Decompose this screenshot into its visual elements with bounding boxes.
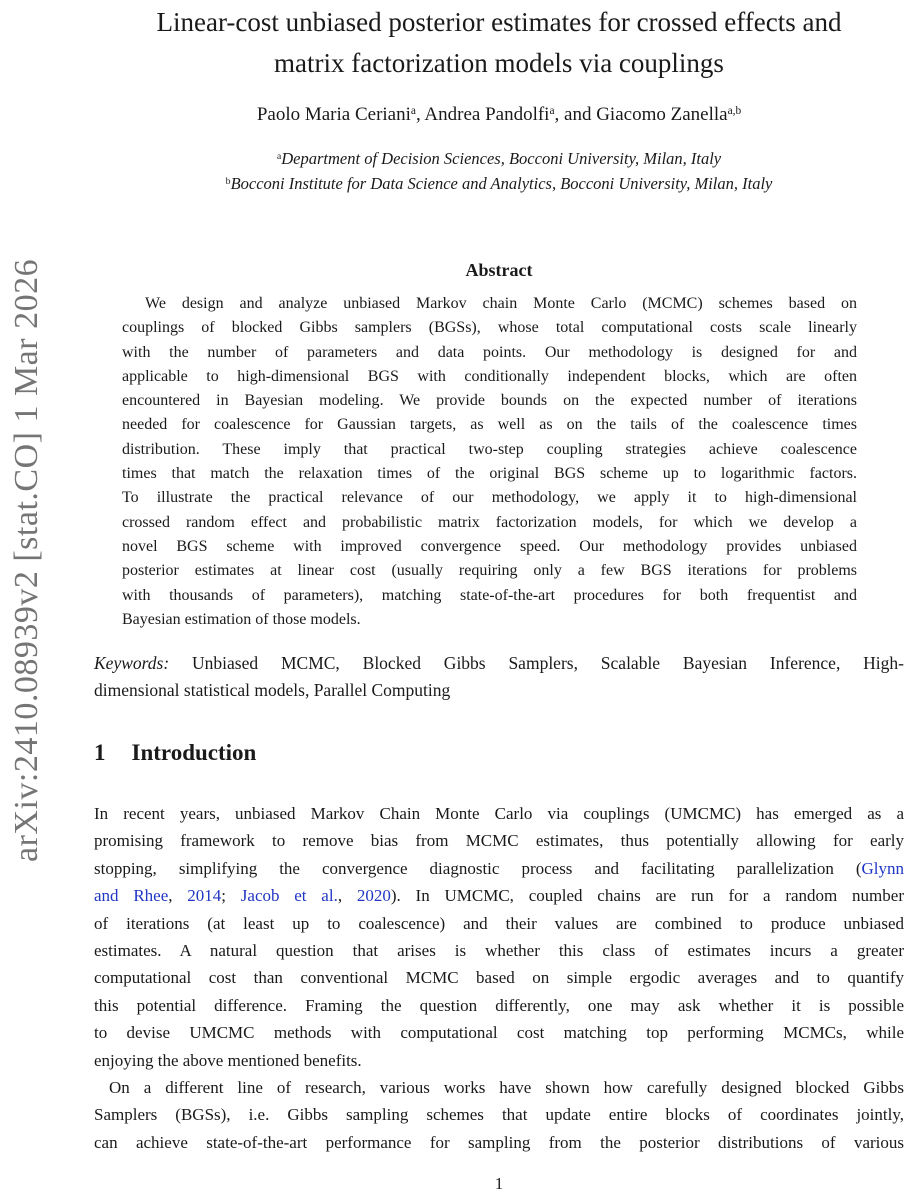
text-line: promising framework to remove bias from MCMC estimates, thus potentially allowing for early xyxy=(94,831,904,851)
section-title: Introduction xyxy=(131,740,257,765)
text-line: crossed random effect and probabilistic matrix factorization models, for which we develop a xyxy=(122,513,857,531)
text-line: computational cost than conventional MCMC based on simple ergodic averages and to quantify xyxy=(94,968,904,988)
text-line: this potential difference. Framing the question differently, one may ask whether it is possible xyxy=(94,995,904,1015)
keywords xyxy=(94,650,904,703)
paper-title xyxy=(94,2,904,84)
citation-link[interactable]: 2014 xyxy=(187,886,222,906)
emphasis-text: Bocconi Institute for Data Science and Analytics, Bocconi University, Milan, Italy xyxy=(230,174,773,193)
intro-paragraph-1 xyxy=(94,800,904,1074)
text-line: Bayesian estimation of those models. xyxy=(122,610,361,628)
intro-paragraph-2 xyxy=(94,1074,904,1156)
text-line: Linear-cost unbiased posterior estimates for crossed effects and xyxy=(156,7,842,37)
citation-link[interactable]: Jacob et al. xyxy=(240,886,338,906)
text-line: and Rhee, 2014; Jacob et al., 2020). In UMCMC, coupled chains are run for a random number xyxy=(94,886,904,906)
text-line: To illustrate the practical relevance of our methodology, we apply it to high-dimensional xyxy=(122,489,857,507)
text-line: matrix factorization models via couplings xyxy=(274,48,724,78)
emphasis-text: Department of Decision Sciences, Bocconi University, Milan, Italy xyxy=(281,149,722,168)
text-line: needed for coalescence for Gaussian targets, as well as on the tails of the coalescence times xyxy=(122,416,857,434)
text-line: posterior estimates at linear cost (usually requiring only a few BGS iterations for problems xyxy=(122,562,857,580)
text-line xyxy=(94,146,904,171)
text-line: applicable to high-dimensional BGS with conditionally independent blocks, which are often xyxy=(122,367,857,385)
text-line: Paolo Maria Ceriani$^a$, Andrea Pandolfi$^a$, and Giacomo Zanella$^{a,b}$ xyxy=(256,104,742,125)
text-line: encountered in Bayesian modeling. We provide bounds on the expected number of iterations xyxy=(122,392,857,410)
text-line: novel BGS scheme with improved convergence speed. Our methodology provides unbiased xyxy=(122,537,857,555)
section-number: 1 xyxy=(94,740,106,765)
text-line: of iterations (at least up to coalescence) and their values are combined to produce unbiased xyxy=(94,913,904,933)
abstract-body xyxy=(122,292,857,632)
arxiv-watermark: arXiv:2410.08939v2 [stat.CO] 1 Mar 2026 xyxy=(8,258,45,862)
text-line: dimensional statistical models, Parallel Computing xyxy=(94,679,451,700)
text-line: estimates. A natural question that arises is whether this class of estimates incurs a greater xyxy=(94,941,904,961)
superscript: a xyxy=(410,105,416,118)
citation-link[interactable]: and Rhee xyxy=(94,886,169,906)
text-line xyxy=(94,171,904,196)
page-number: 1 xyxy=(494,1174,504,1193)
text-line: On a different line of research, various works have shown how carefully designed blocked Gibbs xyxy=(109,1078,904,1097)
text-line: enjoying the above mentioned benefits. xyxy=(94,1050,362,1070)
text-line: stopping, simplifying the convergence diagnostic process and facilitating parallelization (Glynn xyxy=(94,858,904,878)
text-line: with the number of parameters and data points. Our methodology is designed for and xyxy=(122,343,857,361)
citation-link[interactable]: Glynn xyxy=(861,858,904,878)
text-line: We design and analyze unbiased Markov chain Monte Carlo (MCMC) schemes based on xyxy=(145,295,857,312)
citation-link[interactable]: 2020 xyxy=(356,886,391,906)
text-line: Samplers (BGSs), i.e. Gibbs sampling schemes that update entire blocks of coordinates jointly, xyxy=(94,1105,904,1125)
text-line: Keywords: Unbiased MCMC, Blocked Gibbs Samplers, Scalable Bayesian Inference, High- xyxy=(94,653,904,673)
text-line: to devise UMCMC methods with computational cost matching top performing MCMCs, while xyxy=(94,1023,904,1043)
section-heading xyxy=(94,740,904,766)
superscript: a,b xyxy=(727,105,742,118)
text-line: couplings of blocked Gibbs samplers (BGSs), whose total computational costs scale linearly xyxy=(122,319,857,337)
author-line xyxy=(94,101,904,129)
superscript: a xyxy=(276,151,282,163)
emphasis-text: Keywords: xyxy=(94,653,170,673)
text-line: with thousands of parameters), matching state-of-the-art procedures for both frequentist and xyxy=(122,586,857,604)
superscript: b xyxy=(225,176,231,188)
superscript: a xyxy=(549,105,555,118)
text-line: distribution. These imply that practical two-step coupling strategies achieve coalescence xyxy=(122,440,857,458)
text-line: times that match the relaxation times of the original BGS scheme up to logarithmic factors. xyxy=(122,465,857,483)
affiliations xyxy=(94,146,904,196)
abstract-heading: Abstract xyxy=(465,260,533,280)
text-line: can achieve state-of-the-art performance for sampling from the posterior distributions of various xyxy=(94,1132,904,1152)
text-line: In recent years, unbiased Markov Chain Monte Carlo via couplings (UMCMC) has emerged as a xyxy=(94,804,904,823)
